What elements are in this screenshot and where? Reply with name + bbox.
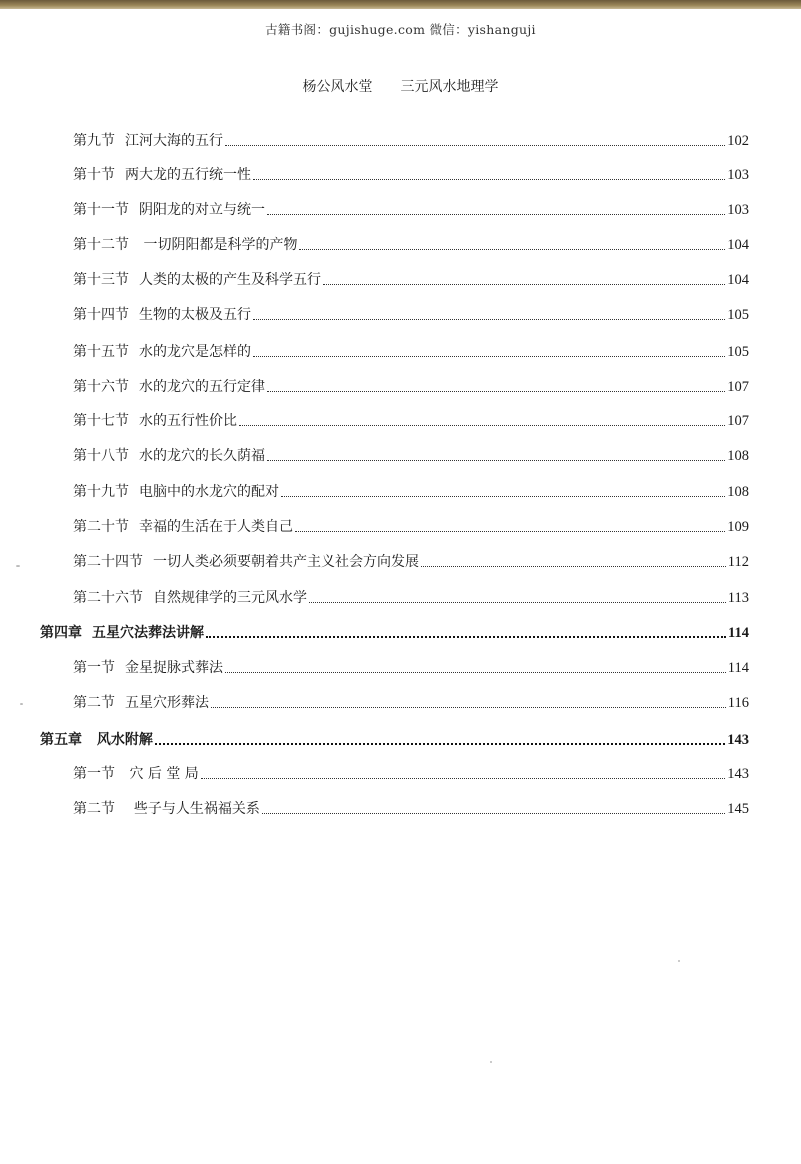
toc-entry-title: 风水附解: [92, 732, 153, 748]
running-head: [0, 76, 801, 96]
toc-section-row: [73, 132, 749, 150]
toc-entry-number: 第九节: [73, 133, 115, 149]
toc-section-row: [73, 378, 749, 396]
toc-section-row: [73, 447, 749, 465]
scan-speck: [490, 1061, 492, 1063]
dot-leader: [295, 530, 725, 532]
dot-leader: [421, 565, 726, 567]
toc-entry-title: 五星穴形葬法: [125, 695, 209, 711]
dot-leader: [299, 248, 725, 250]
toc-page-number: 104: [727, 237, 749, 253]
toc-entry-number: 第十节: [73, 167, 115, 183]
toc-section-row: [73, 483, 749, 501]
toc-section-row: [73, 412, 749, 430]
toc-entry-title: 水的龙穴的长久荫福: [139, 448, 265, 464]
top-border-band: [0, 0, 801, 9]
toc-section-row: [73, 589, 749, 607]
dot-leader: [267, 213, 725, 215]
running-head-right: 三元风水地理学: [400, 79, 499, 95]
toc-entry-number: 第十六节: [73, 379, 129, 395]
toc-page-number: 107: [727, 413, 749, 429]
watermark: 古籍书阁：gujishuge.com 微信：yishanguji: [265, 22, 536, 37]
dot-leader: [262, 812, 725, 814]
toc-page-number: 108: [727, 448, 749, 464]
toc-entry-number: 第二十六节: [73, 590, 143, 606]
dot-leader: [225, 144, 725, 146]
dot-leader: [323, 283, 725, 285]
toc-entry-title: 生物的太极及五行: [139, 307, 251, 323]
scan-speck: [20, 703, 23, 705]
dot-leader: [253, 318, 725, 320]
toc-section-row: [73, 659, 749, 677]
toc-section-row: [73, 271, 749, 289]
toc-entry-title: 两大龙的五行统一性: [125, 167, 251, 183]
toc-page-number: 104: [727, 272, 749, 288]
toc-entry-number: 第十四节: [73, 307, 129, 323]
toc-page-number: 112: [727, 554, 749, 570]
toc-entry-number: 第二节: [73, 695, 115, 711]
toc-page-number: 116: [727, 695, 749, 711]
toc-entry-title: 水的五行性价比: [139, 413, 237, 429]
toc-section-row: [73, 306, 749, 324]
toc-entry-title: 阴阳龙的对立与统一: [139, 202, 265, 218]
toc-entry-title: 五星穴法葬法讲解: [92, 625, 204, 641]
toc-entry-title: 人类的太极的产生及科学五行: [139, 272, 321, 288]
toc-page-number: 105: [727, 307, 749, 323]
toc-chapter-row: [40, 731, 749, 749]
toc-entry-title: 一切人类必须要朝着共产主义社会方向发展: [153, 554, 419, 570]
toc-page-number: 114: [727, 660, 749, 676]
dot-leader: [239, 424, 725, 426]
toc-entry-number: 第十三节: [73, 272, 129, 288]
toc-page-number: 105: [727, 344, 749, 360]
toc-page-number: 145: [727, 801, 749, 817]
toc-section-row: [73, 518, 749, 536]
toc-section-row: [73, 166, 749, 184]
toc-entry-number: 第五章: [40, 732, 82, 748]
toc-section-row: [73, 343, 749, 361]
toc-entry-title: 一切阴阳都是科学的产物: [139, 237, 298, 253]
toc-page-number: 103: [727, 167, 749, 183]
running-head-left: 杨公风水堂: [302, 79, 373, 95]
dot-leader: [253, 355, 725, 357]
dot-leader: [309, 601, 726, 603]
toc-entry-title: 穴 后 堂 局: [125, 766, 199, 782]
toc-entry-title: 水的龙穴是怎样的: [139, 344, 251, 360]
toc-chapter-row: [40, 624, 749, 642]
dot-leader: [211, 706, 726, 708]
toc-page-number: 103: [727, 202, 749, 218]
toc-section-row: [73, 201, 749, 219]
scan-speck: [16, 565, 20, 567]
toc-entry-number: 第一节: [73, 766, 115, 782]
toc-page-number: 143: [727, 732, 749, 748]
dot-leader: [201, 777, 725, 779]
dot-leader: [253, 178, 725, 180]
toc-entry-title: 金星捉脉式葬法: [125, 660, 223, 676]
toc-page-number: 109: [727, 519, 749, 535]
toc-section-row: [73, 236, 749, 254]
toc-entry-number: 第十一节: [73, 202, 129, 218]
toc-entry-number: 第十八节: [73, 448, 129, 464]
toc-entry-number: 第十九节: [73, 484, 129, 500]
toc-page-number: 114: [728, 625, 749, 641]
toc-entry-number: 第十五节: [73, 344, 129, 360]
toc-section-row: [73, 765, 749, 783]
dot-leader: [281, 495, 725, 497]
toc-page-number: 108: [727, 484, 749, 500]
toc-entry-number: 第二十节: [73, 519, 129, 535]
toc-entry-title: 江河大海的五行: [125, 133, 223, 149]
dot-leader: [155, 742, 725, 745]
scan-speck: [678, 960, 680, 962]
toc-entry-title: 水的龙穴的五行定律: [139, 379, 265, 395]
toc-section-row: [73, 553, 749, 571]
toc-entry-title: 自然规律学的三元风水学: [153, 590, 307, 606]
toc-page-number: 143: [727, 766, 749, 782]
toc-section-row: [73, 694, 749, 712]
toc-page-number: 102: [727, 133, 749, 149]
toc-entry-number: 第十七节: [73, 413, 129, 429]
toc-entry-number: 第十二节: [73, 237, 129, 253]
toc-entry-number: 第一节: [73, 660, 115, 676]
dot-leader: [267, 390, 725, 392]
toc-entry-number: 第二节: [73, 801, 115, 817]
toc-entry-title: 幸福的生活在于人类自己: [139, 519, 293, 535]
toc-page-number: 113: [727, 590, 749, 606]
dot-leader: [225, 671, 726, 673]
toc-entry-title: 电脑中的水龙穴的配对: [139, 484, 279, 500]
toc-entry-title: 些子与人生祸福关系: [125, 801, 260, 817]
toc-entry-number: 第四章: [40, 625, 82, 641]
toc-entry-number: 第二十四节: [73, 554, 143, 570]
toc-section-row: [73, 800, 749, 818]
dot-leader: [206, 635, 726, 638]
dot-leader: [267, 459, 725, 461]
toc-page-number: 107: [727, 379, 749, 395]
